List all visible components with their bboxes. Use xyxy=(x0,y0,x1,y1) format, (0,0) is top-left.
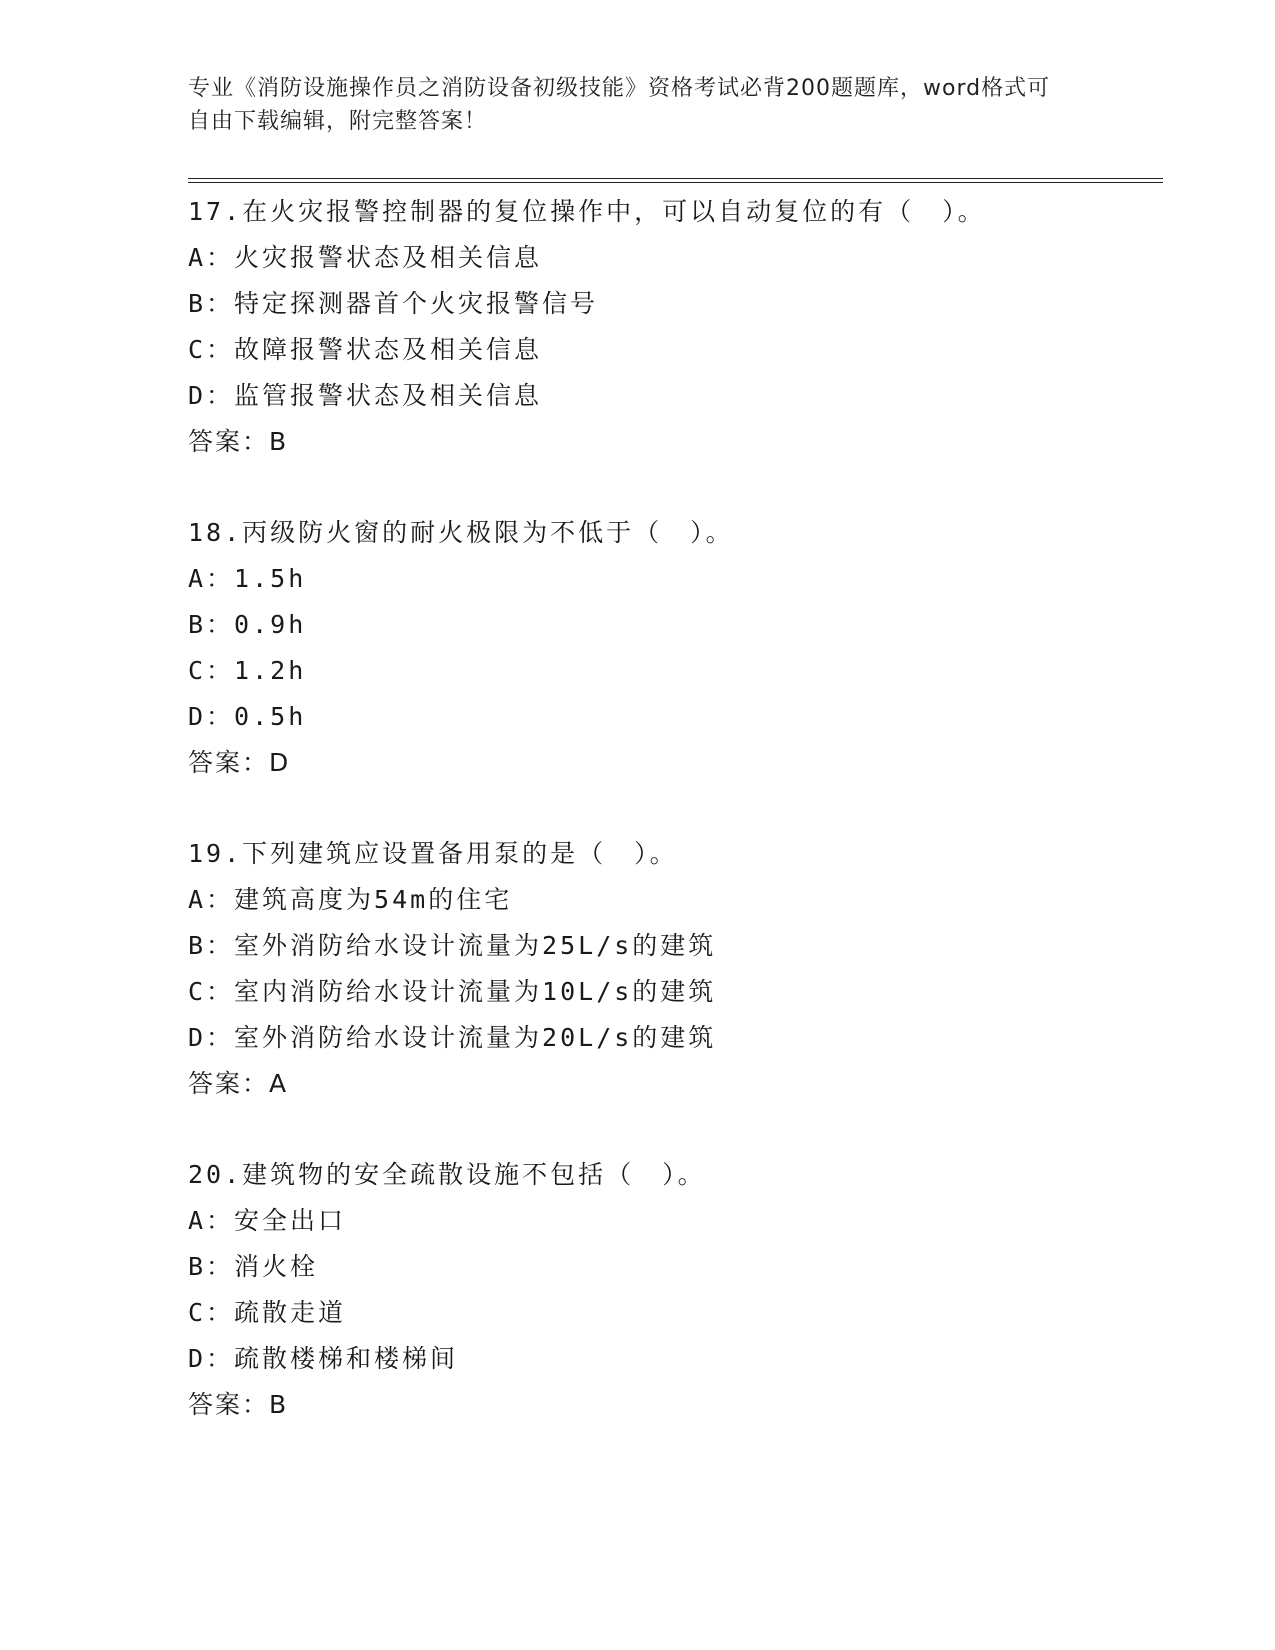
question-stem: 17.在火灾报警控制器的复位操作中，可以自动复位的有（ ）。 xyxy=(188,197,986,226)
option-a: A：安全出口 xyxy=(188,1206,347,1235)
option-d: D：疏散楼梯和楼梯间 xyxy=(188,1344,459,1373)
option-d: D：监管报警状态及相关信息 xyxy=(188,381,543,410)
option-a: A：建筑高度为54m的住宅 xyxy=(188,885,513,914)
option-b: B：室外消防给水设计流量为25L/s的建筑 xyxy=(188,931,717,960)
option-a: A：火灾报警状态及相关信息 xyxy=(188,243,543,272)
question-stem: 19.下列建筑应设置备用泵的是（ ）。 xyxy=(188,839,678,868)
document-header: 专业《消防设施操作员之消防设备初级技能》资格考试必背200题题库，word格式可自由下载编辑，附完整答案！ xyxy=(188,76,1051,134)
option-c: C：1.2h xyxy=(188,656,307,685)
option-c: C：室内消防给水设计流量为10L/s的建筑 xyxy=(188,977,717,1006)
question-stem: 18.丙级防火窗的耐火极限为不低于（ ）。 xyxy=(188,518,734,547)
question-18 xyxy=(188,510,1168,786)
question-20 xyxy=(188,1152,1168,1428)
option-d: D：0.5h xyxy=(188,702,307,731)
option-b: B：0.9h xyxy=(188,610,307,639)
answer-label: 答案：B xyxy=(188,1390,289,1419)
option-b: B：特定探测器首个火灾报警信号 xyxy=(188,289,599,318)
question-19 xyxy=(188,831,1168,1107)
option-a: A：1.5h xyxy=(188,564,307,593)
header-divider-bottom xyxy=(188,182,1163,183)
question-stem: 20.建筑物的安全疏散设施不包括（ ）。 xyxy=(188,1160,706,1189)
option-d: D：室外消防给水设计流量为20L/s的建筑 xyxy=(188,1023,717,1052)
answer-label: 答案：D xyxy=(188,748,291,777)
option-c: C：疏散走道 xyxy=(188,1298,347,1327)
answer-label: 答案：A xyxy=(188,1069,289,1098)
option-c: C：故障报警状态及相关信息 xyxy=(188,335,543,364)
header-divider-top xyxy=(188,178,1163,179)
option-b: B：消火栓 xyxy=(188,1252,319,1281)
answer-label: 答案：B xyxy=(188,427,289,456)
question-17 xyxy=(188,189,1168,465)
